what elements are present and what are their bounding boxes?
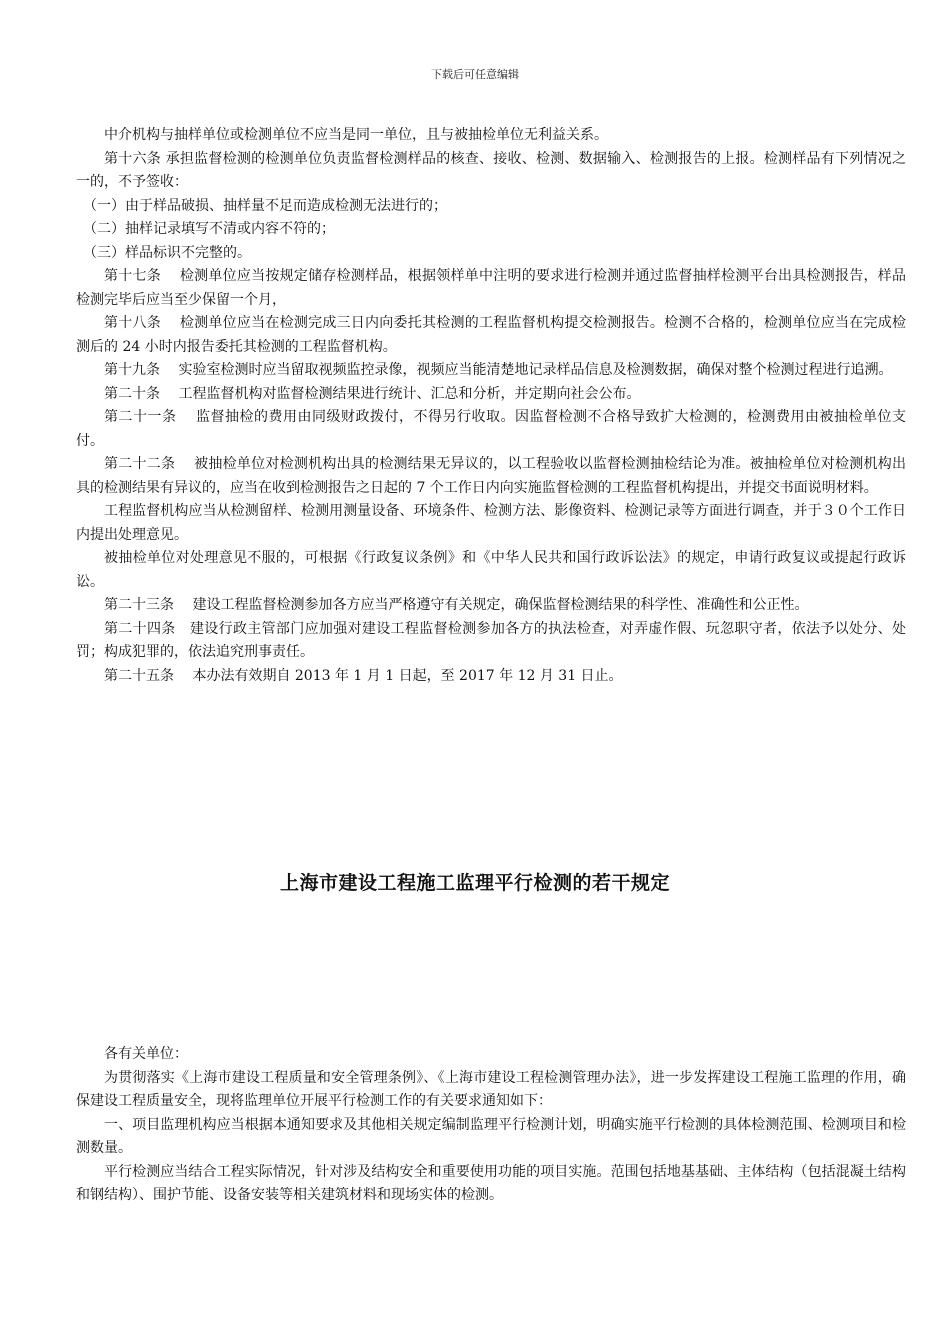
article-17: 第十七条 检测单位应当按规定储存检测样品，根据领样单中注明的要求进行检测并通过监督抽样检测平台出具检测报告，样品检测完毕后应当至少保留一个月， — [76, 268, 906, 308]
article-19: 第十九条 实验室检测时应当留取视频监控录像，视频应当能清楚地记录样品信息及检测数据，确保对整个检测过程进行追溯。 — [104, 362, 893, 378]
article-22: 第二十二条 被抽检单位对检测机构出具的检测结果无异议的，以工程验收以监督检测抽检结论为准。被抽检单位对检测机构出具的检测结果有异议的，应当在收到检测报告之日起的 7 个工作日内向实施监督检测的工程监督机构提出，并提交书面说明材料。 — [76, 456, 906, 496]
article-25: 第二十五条 本办法有效期自 2013 年 1 月 1 日起，至 2017 年 12 月 31 日止。 — [104, 667, 623, 684]
list-item: （三）样品标识不完整的。 — [83, 244, 251, 261]
list-item: （一）由于样品破损、抽样量不足而造成检测无法进行的； — [83, 197, 447, 214]
paragraph: 被抽检单位对处理意见不服的，可根据《行政复议条例》和《中华人民共和国行政诉讼法》的规定，申请行政复议或提起行政诉讼。 — [76, 550, 906, 590]
list-item: （二）抽样记录填写不清或内容不符的； — [83, 221, 335, 237]
article-16: 第十六条 承担监督检测的检测单位负责监督检测样品的核查、接收、检测、数据输入、检测报告的上报。检测样品有下列情况之一的，不予签收： — [76, 150, 906, 190]
article-20: 第二十条 工程监督机构对监督检测结果进行统计、汇总和分析，并定期向社会公布。 — [104, 385, 641, 402]
salutation: 各有关单位： — [104, 1046, 188, 1062]
article-23: 第二十三条 建设工程监督检测参加各方应当严格遵守有关规定，确保监督检测结果的科学性、准确性和公正性。 — [104, 597, 809, 613]
regulation-articles — [76, 124, 906, 688]
paragraph: 一、项目监理机构应当根据本通知要求及其他相关规定编制监理平行检测计划，明确实施平行检测的具体检测范围、检测项目和检测数量。 — [76, 1116, 906, 1156]
paragraph: 中介机构与抽样单位或检测单位不应当是同一单位，且与被抽检单位无利益关系。 — [104, 127, 608, 143]
article-24: 第二十四条 建设行政主管部门应加强对建设工程监督检测参加各方的执法检查，对弄虚作假、玩忽职守者，依法予以处分、处罚；构成犯罪的，依法追究刑事责任。 — [76, 620, 906, 660]
notice-body — [76, 1043, 906, 1208]
paragraph: 平行检测应当结合工程实际情况，针对涉及结构安全和重要使用功能的项目实施。范围包括地基基础、主体结构（包括混凝土结构和钢结构）、围护节能、设备安装等相关建筑材料和现场实体的检测。 — [76, 1163, 906, 1203]
paragraph: 工程监督机构应当从检测留样、检测用测量设备、环境条件、检测方法、影像资料、检测记录等方面进行调查，并于３０个工作日内提出处理意见。 — [76, 503, 906, 543]
article-18: 第十八条 检测单位应当在检测完成三日内向委托其检测的工程监督机构提交检测报告。检测不合格的，检测单位应当在完成检测后的 24 小时内报告委托其检测的工程监督机构。 — [76, 315, 906, 355]
paragraph: 为贯彻落实《上海市建设工程质量和安全管理条例》、《上海市建设工程检测管理办法》，进一步发挥建设工程施工监理的作用，确保建设工程质量安全，现将监理单位开展平行检测工作的有关要求通知如下： — [76, 1069, 906, 1109]
document-title: 上海市建设工程施工监理平行检测的若干规定 — [279, 872, 670, 894]
article-21: 第二十一条 监督抽检的费用由同级财政拨付，不得另行收取。因监督检测不合格导致扩大检测的，检测费用由被抽检单位支付。 — [76, 409, 906, 449]
page-header: 下载后可任意编辑 — [431, 68, 519, 81]
